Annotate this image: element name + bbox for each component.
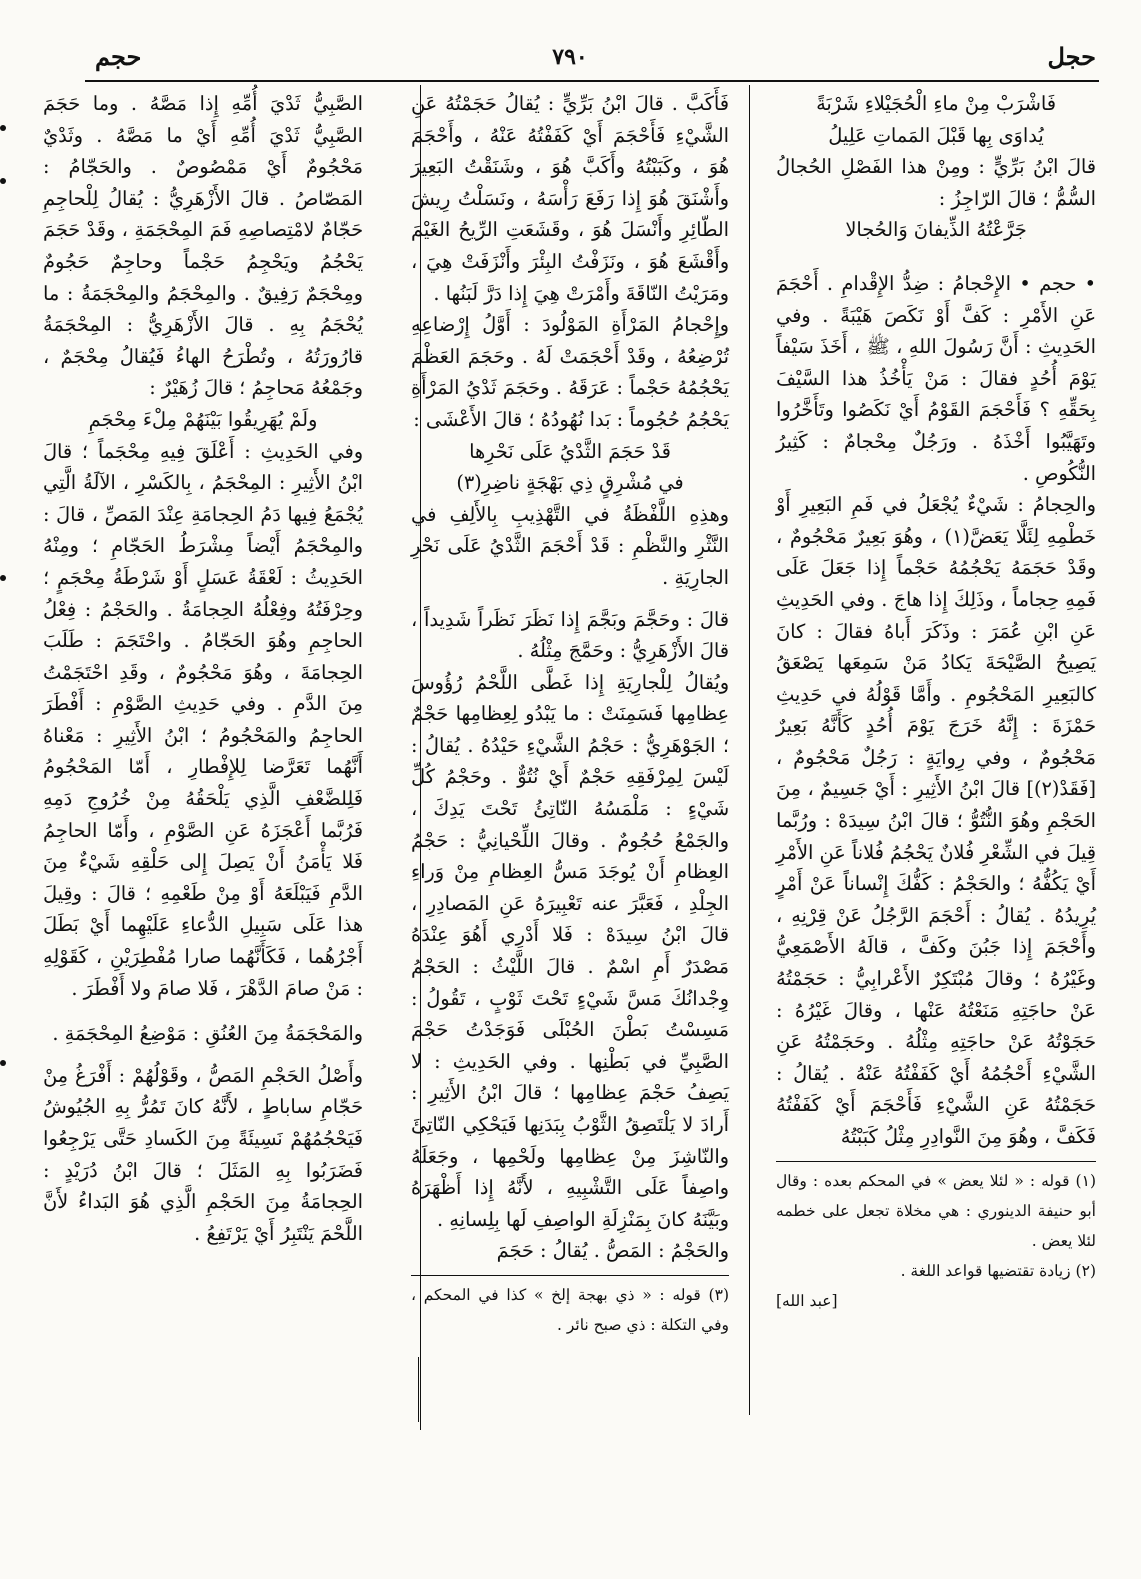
paragraph: ويُقالُ لِلْجارِيَةِ إِذا غَطَّى اللَّحْمُ رُؤُوسَ عِظامِها فَسَمِنَتْ : ما يَبْدُو لِعِظامِها حَجْمٌ ؛ الجَوْهَرِيُّ : حَجْمُ الشَّيْءِ حَيْدُهُ . يُقالُ : لَيْسَ لِمِرْفَقِهِ حَجْمٌ أَيْ نُتُوٌّ . وحَجْمُ كُلِّ شَيْءٍ : مَلْمَسُهُ النّاتِئُ تَحْتَ يَدِكَ ، والجَمْعُ حُجُومٌ . وقالَ اللِّحْيانِيُّ : حَجْمُ العِظامِ أَنْ يُوجَدَ مَسُّ العِظامِ مِنْ وَراءِ الجِلْدِ ، فَعَبَّرَ عنه تَعْبِيرَهُ عَنِ المَصادِرِ ، قالَ ابْنُ سِيدَهْ : فَلا أَدْرِي أَهُوَ عِنْدَهُ مَصْدَرٌ أَمِ اسْمٌ . قالَ اللَّيْثُ : الحَجْمُ وِجْدانُكَ مَسَّ شَيْءٍ تَحْتَ ثَوْبٍ ، تَقُولُ : مَسِسْتُ بَطْنَ الحُبْلَى فَوَجَدْتُ حَجْمَ الصَّبِيِّ في بَطْنِها . وفي الحَدِيثِ : لا يَصِفُ حَجْمَ عِظامِها ؛ قالَ ابْنُ الأَثِيرِ : أَرادَ لا يَلْتَصِقُ الثَّوْبُ بِبَدَنِها فَيَحْكِي النّاتِئَ والنّاشِزَ مِنْ عِظامِها ولَحْمِها ، وجَعَلَهُ واصِفاً عَلَى التَّشْبِيهِ ، لأَنَّهُ إِذا أَظْهَرَهُ وبَيَّنَهُ كانَ بِمَنْزِلَةِ الواصِفِ لَها بِلِسانِهِ . (411, 670, 729, 1231)
paragraph: الصَّبِيُّ ثَدْيَ أُمِّهِ إِذا مَصَّهُ . وما حَجَمَ الصَّبِيُّ ثَدْيَ أُمِّهِ أَيْ ما مَصَّهُ . وثَدْيٌ مَحْجُومٌ أَيْ مَمْصُوصٌ . والحَجّامُ : المَصّاصُ . قالَ الأَزْهَرِيُّ : يُقالُ لِلْحاجِمِ حَجّامٌ لامْتِصاصِهِ فَمَ المِحْجَمَةِ ، وقَدْ حَجَمَ يَحْجُمُ ويَحْجِمُ حَجْماً وحاجِمٌ حَجُومٌ ومِحْجَمٌ رَفِيقٌ . والمِحْجَمُ والمِحْجَمَةُ : ما يُحْجَمُ بِهِ . قالَ الأَزْهَرِيُّ : المِحْجَمَةُ قارُورَتُهُ ، وتُطْرَحُ الهاءُ فَيُقالُ مِحْجَمٌ ، وجَمْعُهُ مَحاجِمُ ؛ قالَ زُهَيْرٌ : (43, 92, 363, 400)
verse-line: يُداوَى بِها قَبْلَ المَماتِ عَلِيلُ (828, 123, 1044, 147)
column-right (776, 88, 1096, 1316)
header-right-word: حجل (1047, 42, 1096, 71)
scan-mark (0, 125, 6, 131)
footnote: (٣) قوله : « ذي بهجة إلخ » كذا في المحكم ، وفي التكلة : ذي صبح نائر . (411, 1285, 729, 1334)
footnote: (١) قوله : « لئلا يعض » في المحكم بعده : وقال أبو حنيفة الدينوري : هي مخلاة تجعل على خطمه لئلا يعض . (776, 1171, 1096, 1250)
paragraph: والمَحْجَمَةُ مِنَ العُنُقِ : مَوْضِعُ المِحْجَمَةِ . (52, 1022, 363, 1046)
scan-mark (0, 178, 6, 184)
footnote-rule (776, 1161, 1096, 1162)
paragraph: قالَ : وحَجَّمَ وبَجَّمَ إِذا نَظَرَ نَظَراً شَدِيداً ، قالَ الأَزْهَرِيُّ : وحَمَّجَ مِثْلُهُ . (411, 607, 729, 663)
paragraph: وإِحْجامُ المَرْأَةِ المَوْلُودَ : أَوَّلُ إِرْضاعِهِ تُرْضِعُهُ ، وقَدْ أَحْجَمَتْ لَهُ . وحَجَمَ العَظْمَ يَحْجُمُهُ حَجْماً : عَرَقَهُ . وحَجَمَ ثَدْيُ المَرْأَةِ يَحْجُمُ حُجُوماً : بَدا نُهُودُهُ ؛ قالَ الأَعْشَى : (411, 313, 729, 431)
paragraph: وهذِهِ اللَّفْظَةُ في التَّهْذِيبِ بِالأَلِفِ في النَّثْرِ والنَّظْمِ : قَدْ أَحْجَمَ الثَّدْيُ عَلَى نَحْرِ الجارِيَةِ . (411, 502, 729, 589)
header-rule (85, 80, 1099, 82)
column-divider-right (749, 85, 750, 1415)
scan-mark (0, 575, 6, 581)
editor-signature: [عبد الله] (776, 1291, 838, 1310)
verse-line: في مُشْرِقٍ ذِي بَهْجَةٍ ناضِرِ(٣) (456, 471, 684, 495)
paragraph: فَأَكَبَّ . قالَ ابْنُ بَرِّيٍّ : يُقالُ حَجَمْتُهُ عَنِ الشَّيْءِ فَأَحْجَمَ أَيْ كَفَفْتُهُ عَنْهُ ، وأَحْجَمَ هُوَ ، وكَبَبْتُهُ وأَكَبَّ هُوَ ، وشَنَقْتُ البَعِيرَ وأَشْنَقَ هُوَ إِذا رَفَعَ رَأْسَهُ ، ونَسَلْتُ رِيشَ الطّائِرِ وأَنْسَلَ هُوَ ، وقَشَعَتِ الرِّيحُ الغَيْمَ وأَقْشَعَ هُوَ ، ونَزَفْتُ البِئْرَ وأَنْزَفَتْ هِيَ ، ومَرَيْتُ النّاقَةَ وأَمْرَتْ هِيَ إِذا دَرَّ لَبَنُها . (411, 92, 730, 305)
paragraph: والحَجْمُ : المَصُّ . يُقالُ : حَجَمَ (496, 1239, 729, 1263)
footnote: (٢) زيادة تقتضيها قواعد اللغة . (900, 1261, 1096, 1280)
paragraph: قالَ ابْنُ بَرِّيٍّ : ومِنْ هذا الفَصْلِ الحُجالُ السُّمُّ ؛ قالَ الرّاجِزُ : (776, 155, 1096, 210)
paragraph: والحِجامُ : شَيْءٌ يُجْعَلُ في فَمِ البَعِيرِ أَوْ خَطْمِهِ لِئَلَّا يَعَضَّ(١) ، وهُوَ بَعِيرٌ مَحْجُومٌ ، وقَدْ حَجَمَهُ يَحْجُمُهُ حَجْماً إِذا جَعَلَ عَلَى فَمِهِ حِجاماً ، وذَلِكَ إِذا هاجَ . وفي الحَدِيثِ عَنِ ابْنِ عُمَرَ : وذَكَرَ أَباهُ فقالَ : كانَ يَصِيحُ الصَّيْحَةَ يَكادُ مَنْ سَمِعَها يَصْعَقُ كالبَعِيرِ المَحْجُومِ . وأَمَّا قَوْلُهُ في حَدِيثِ حَمْزَةَ : إِنَّهُ خَرَجَ يَوْمَ أُحُدٍ كَأَنَّهُ بَعِيرٌ مَحْجُومٌ ، وفي رِوايَةٍ : رَجُلٌ مَحْجُومٌ ، [فَقَدْ(٢)] قالَ ابْنُ الأَثِيرِ : أَيْ جَسِيمٌ ، مِنَ الحَجْمِ وهُوَ النُّتُوُّ ؛ قالَ ابْنُ سِيدَهْ : ورُبَّما قِيلَ في الشِّعْرِ فُلانٌ يَحْجُمُ فُلاناً عَنِ الأَمْرِ أَيْ يَكُفُّهُ ؛ والحَجْمُ : كَفُّكَ إِنْساناً عَنْ أَمْرٍ يُرِيدُهُ . يُقالُ : أَحْجَمَ الرَّجُلُ عَنْ قِرْنِهِ ، وأَحْجَمَ إِذا جَبُنَ وكَفَّ ، قالَهُ الأَصْمَعِيُّ وغَيْرُهُ ؛ وقالَ مُبْتَكِرٌ الأَعْرابِيُّ : حَجَمْتُهُ عَنْ حاجَتِهِ مَنَعْتُهُ عَنْها ، وقالَ غَيْرُهُ : حَجَوْتُهُ عَنْ حاجَتِهِ مِثْلُهُ . وحَجَمْتُهُ عَنِ الشَّيْءِ أَحْجُمُهُ أَيْ كَفَفْتُهُ عَنْهُ . يُقالُ : حَجَمْتُهُ عَنِ الشَّيْءِ فَأَحْجَمَ أَيْ كَفَفْتُهُ فَكَفَّ ، وهُوَ مِنَ النَّوادِرِ مِثْلُ كَبَبْتُهُ (776, 493, 1096, 1148)
paragraph: وأَصْلُ الحَجْمِ المَصُّ ، وقَوْلُهُمْ : أَفْرَغُ مِنْ حَجّامِ ساباطٍ ، لأَنَّهُ كانَ تَمُرُّ بِهِ الجُيُوشُ فَيَحْجُمُهُمْ نَسِيئَةً مِنَ الكَسادِ حَتَّى يَرْجِعُوا فَضَرَبُوا بِهِ المَثَلَ ؛ قالَ ابْنُ دُرَيْدٍ : الحِجامَةُ مِنَ الحَجْمِ الَّذِي هُوَ البَداءُ لأَنَّ اللَّحْمَ يَنْتَبِرُ أَيْ يَرْتَفِعُ . (43, 1063, 363, 1245)
entry-heading-paragraph: • حجم • الإِحْجامُ : ضِدُّ الإِقْدامِ . أَحْجَمَ عَنِ الأَمْرِ : كَفَّ أَوْ نَكَصَ هَيْبَةً . وفي الحَدِيثِ : أَنَّ رَسُولَ اللهِ ، ﷺ ، أَخَذَ سَيْفاً يَوْمَ أُحُدٍ فقالَ : مَنْ يَأْخُذُ هذا السَّيْفَ بِحَقِّهِ ؟ فَأَحْجَمَ القَوْمُ أَيْ نَكَصُوا وتَأَخَّرُوا وتَهَيَّبُوا أَخْذَهُ . ورَجُلٌ مِحْجامٌ : كَثِيرُ النُّكُوصِ . (776, 271, 1096, 485)
verse-line: ولَمْ يُهَرِيقُوا بَيْنَهُمْ مِلْءَ مِحْجَمِ (88, 407, 318, 431)
footnote-rule (411, 1275, 729, 1276)
verse-line: قَدْ حَجَمَ الثَّدْيُ عَلَى نَحْرِها (469, 439, 671, 463)
column-left (43, 88, 363, 1249)
page-number: ٧٩٠ (552, 44, 588, 70)
verse-line: جَرَّعْتُهُ الذِّيفانَ وَالحُجالا (845, 218, 1027, 242)
column-divider-footnote (418, 1357, 419, 1422)
column-middle (411, 88, 729, 1340)
header-left-word: حجم (95, 42, 142, 71)
paragraph: وفي الحَدِيثِ : أَعْلَقَ فِيهِ مِحْجَماً ؛ قالَ ابْنُ الأَثِيرِ : المِحْجَمُ ، بِالكَسْرِ ، الآلَةُ الَّتِي يُجْمَعُ فِيها دَمُ الحِجامَةِ عِنْدَ المَصِّ ، قالَ : والمِحْجَمُ أَيْضاً مِشْرَطُ الحَجّامِ ؛ ومِنْهُ الحَدِيثُ : لَعْقَةُ عَسَلٍ أَوْ شَرْطَةُ مِحْجَمٍ ؛ وحِرْفَتُهُ وفِعْلُهُ الحِجامَةُ . والحَجْمُ : فِعْلُ الحاجِمِ وهُوَ الحَجّامُ . واحْتَجَمَ : طَلَبَ الحِجامَةَ ، وهُوَ مَحْجُومٌ ، وقَدِ احْتَجَمْتُ مِنَ الدَّمِ . وفي حَدِيثِ الصَّوْمِ : أَفْطَرَ الحاجِمُ والمَحْجُومُ ؛ ابْنُ الأَثِيرِ : مَعْناهُ أَنَّهُما تَعَرَّضا لِلإِفْطارِ ، أَمّا المَحْجُومُ فَلِلضَّعْفِ الَّذِي يَلْحَقُهُ مِنْ خُرُوجِ دَمِهِ فَرُبَّما أَعْجَزَهُ عَنِ الصَّوْمِ ، وأَمّا الحاجِمُ فَلا يَأْمَنُ أَنْ يَصِلَ إِلى حَلْقِهِ شَيْءٌ مِنَ الدَّمِ فَيَبْلَعَهُ أَوْ مِنْ طَعْمِهِ ؛ قالَ : وقِيلَ هذا عَلَى سَبِيلِ الدُّعاءِ عَلَيْهِما أَيْ بَطَلَ أَجْرُهُما ، فَكَأَنَّهُما صارا مُفْطِرَيْنِ ، كَقَوْلِهِ : مَنْ صامَ الدَّهْرَ ، فَلا صامَ ولا أَفْطَرَ . (43, 439, 363, 1000)
verse-line: فَاشْرَبْ مِنْ ماءِ الْحُجَيْلاءِ شَرْبَةً (816, 92, 1056, 115)
scan-mark (0, 1060, 6, 1066)
